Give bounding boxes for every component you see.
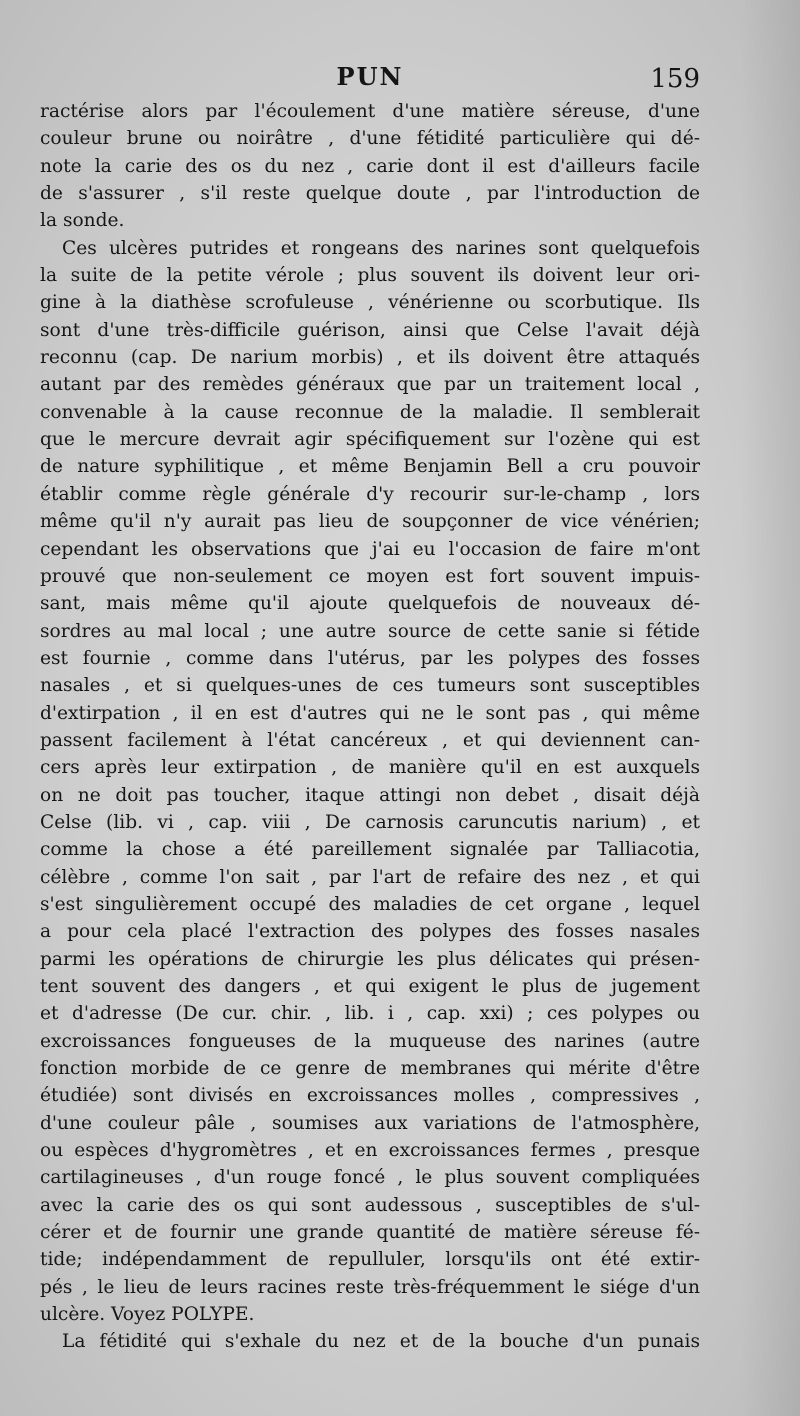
text-line: convenable à la cause reconnue de la maladie. Il semblerait [40, 401, 700, 423]
text-line: établir comme règle générale d'y recourir sur-le-champ , lors [40, 483, 700, 505]
text-line: cartilagineuses , d'un rouge foncé , le plus souvent compliquées [40, 1167, 700, 1189]
text-line: La fétidité qui s'exhale du nez et de la bouche d'un punais [62, 1331, 700, 1353]
text-line: même qu'il n'y aurait pas lieu de soupçonner de vice vénérien; [40, 511, 700, 533]
text-line: que le mercure devrait agir spécifiquement sur l'ozène qui est [40, 429, 700, 451]
text-line: pés , le lieu de leurs racines reste très-fréquemment le siége d'un [40, 1276, 700, 1298]
text-line: tide; indépendamment de repulluler, lorsqu'ils ont été extir- [40, 1249, 700, 1271]
body-text [40, 98, 700, 1356]
text-line: couleur brune ou noirâtre , d'une fétidité particulière qui dé- [40, 128, 700, 150]
text-line: note la carie des os du nez , carie dont il est d'ailleurs facile [40, 155, 700, 177]
text-line: cependant les observations que j'ai eu l'occasion de faire m'ont [40, 538, 700, 560]
text-line: de nature syphilitique , et même Benjamin Bell a cru pouvoir [40, 456, 700, 478]
text-line: cérer et de fournir une grande quantité de matière séreuse fé- [40, 1222, 700, 1244]
text-line: ractérise alors par l'écoulement d'une matière séreuse, d'une [40, 101, 700, 122]
text-line: gine à la diathèse scrofuleuse , vénérienne ou scorbutique. Ils [40, 292, 700, 314]
text-line: s'est singulièrement occupé des maladies de cet organe , lequel [40, 893, 700, 915]
text-line: ulcère. Voyez POLYPE. [40, 1304, 255, 1326]
text-line: prouvé que non-seulement ce moyen est fort souvent impuis- [40, 565, 700, 587]
page-edge-shadow [740, 0, 800, 1416]
text-line: parmi les opérations de chirurgie les plus délicates qui présen- [40, 948, 700, 970]
text-line: Ces ulcères putrides et rongeans des narines sont quelquefois [62, 237, 700, 259]
page-header [40, 62, 700, 96]
text-line: nasales , et si quelques-unes de ces tumeurs sont susceptibles [40, 675, 700, 697]
text-line: sant, mais même qu'il ajoute quelquefois de nouveaux dé- [40, 593, 700, 615]
text-line: la suite de la petite vérole ; plus souvent ils doivent leur ori- [40, 265, 700, 287]
text-line: cers après leur extirpation , de manière qu'il en est auxquels [40, 757, 700, 779]
text-line: excroissances fongueuses de la muqueuse des narines (autre [40, 1030, 700, 1052]
text-line: tent souvent des dangers , et qui exigent le plus de jugement [40, 976, 700, 997]
text-line: ou espèces d'hygromètres , et en excroissances fermes , presque [40, 1140, 700, 1162]
text-line: on ne doit pas toucher, itaque attingi non debet , disait déjà [40, 784, 700, 806]
text-line: étudiée) sont divisés en excroissances molles , compressives , [40, 1085, 700, 1107]
text-line: la sonde. [40, 210, 125, 232]
text-line: avec la carie des os qui sont audessous , susceptibles de s'ul- [40, 1194, 700, 1216]
text-line: comme la chose a été pareillement signalée par Talliacotia, [40, 839, 700, 861]
text-line: est fournie , comme dans l'utérus, par les polypes des fosses [40, 647, 700, 669]
text-line: reconnu (cap. De narium morbis) , et ils doivent être attaqués [40, 347, 700, 369]
text-line: de s'assurer , s'il reste quelque doute , par l'introduction de [40, 183, 700, 205]
page-number: 159 [650, 64, 700, 94]
text-line: d'une couleur pâle , soumises aux variations de l'atmosphère, [40, 1112, 700, 1134]
text-line: autant par des remèdes généraux que par un traitement local , [40, 374, 700, 396]
text-line: sont d'une très-difficile guérison, ainsi que Celse l'avait déjà [40, 319, 700, 341]
text-line: sordres au mal local ; une autre source de cette sanie si fétide [40, 620, 700, 642]
running-head: PUN [336, 62, 404, 91]
text-line: et d'adresse (De cur. chir. , lib. i , cap. xxi) ; ces polypes ou [40, 1003, 700, 1025]
text-line: célèbre , comme l'on sait , par l'art de refaire des nez , et qui [40, 866, 700, 888]
text-line: Celse (lib. vi , cap. viii , De carnosis caruncutis narium) , et [40, 811, 700, 833]
text-line: a pour cela placé l'extraction des polypes des fosses nasales [40, 921, 700, 943]
text-line: d'extirpation , il en est d'autres qui ne le sont pas , qui même [40, 702, 700, 724]
text-line: passent facilement à l'état cancéreux , et qui deviennent can- [40, 729, 700, 751]
text-line: fonction morbide de ce genre de membranes qui mérite d'être [40, 1058, 700, 1080]
